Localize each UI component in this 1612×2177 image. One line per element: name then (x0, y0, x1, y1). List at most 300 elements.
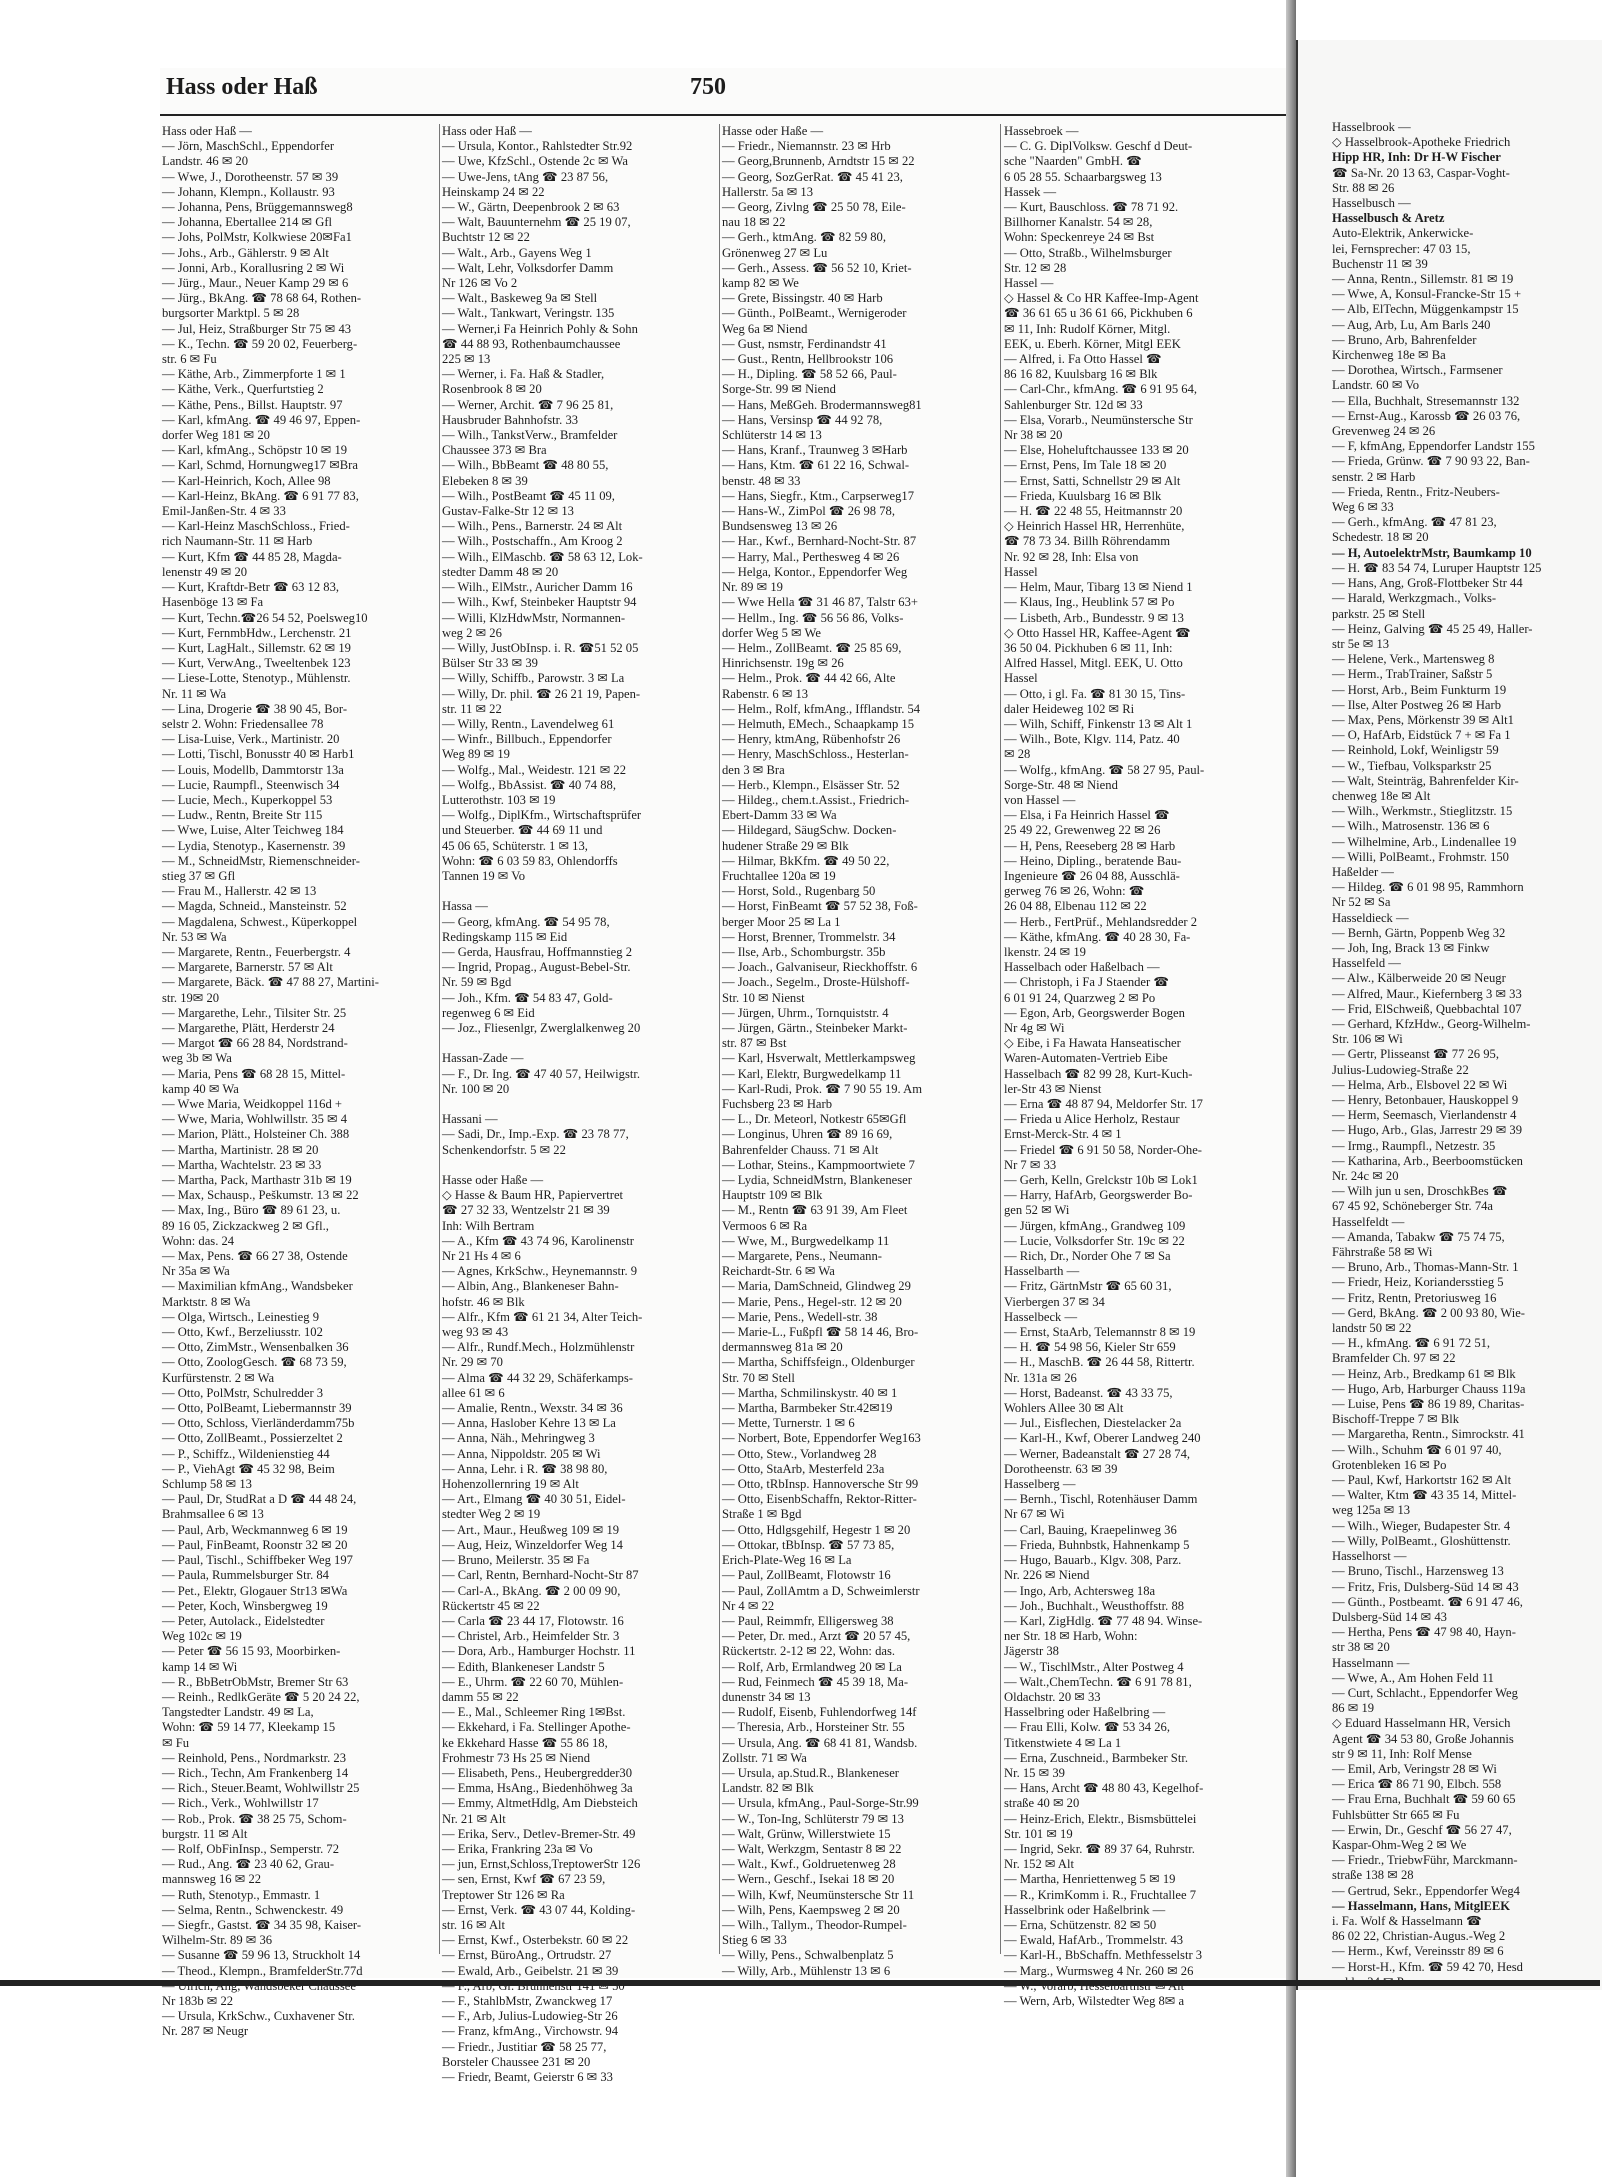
column-divider (719, 124, 720, 1954)
directory-entry: Hallerstr. 5a ✉ 13 (722, 184, 813, 199)
directory-entry: — Frid, ElSchweiß, Quebbachtal 107 (1332, 1001, 1522, 1016)
directory-entry: — Willi, PolBeamt., Frohmstr. 150 (1332, 849, 1509, 864)
facing-page (1296, 40, 1602, 1990)
directory-entry: Hasselbach ☎ 82 99 28, Kurt-Kuch- (1004, 1066, 1193, 1081)
directory-entry: — Aug, Arb, Lu, Am Barls 240 (1332, 317, 1491, 332)
surname-heading: Hasselfeld — (1332, 956, 1401, 971)
directory-entry: Vermoos 6 ✉ Ra (722, 1218, 808, 1233)
directory-entry: Nr 4g ✉ Wi (1004, 1020, 1065, 1035)
directory-entry: — Rolf, Arb, Ermlandweg 20 ✉ La (722, 1659, 902, 1674)
directory-entry: Str. 101 ✉ 19 (1004, 1826, 1073, 1841)
directory-entry: — Max, Pens. ☎ 66 27 38, Ostende (162, 1249, 348, 1264)
directory-entry: — Margot ☎ 66 28 84, Nordstrand- (162, 1036, 348, 1051)
directory-entry: stedter Weg 2 ✉ 19 (442, 1507, 541, 1522)
directory-entry: — W., Tiefbau, Volksparkstr 25 (1332, 758, 1492, 773)
directory-entry: Redingskamp 115 ✉ Eid (442, 929, 568, 944)
directory-entry: Kurfürstenstr. 2 ✉ Wa (162, 1370, 275, 1385)
directory-entry: kamp 40 ✉ Wa (162, 1081, 239, 1096)
page-title: Hass oder Haß (166, 74, 318, 100)
directory-entry: — Jul, Heiz, Straßburger Str 75 ✉ 43 (162, 321, 352, 336)
directory-entry: — Joach., Galvaniseur, Rieckhoffstr. 6 (722, 960, 918, 975)
directory-entry: — Ernst, Verk. ☎ 43 07 44, Kolding- (442, 1902, 636, 1917)
directory-entry: — Helm., ZollBeamt. ☎ 25 85 69, (722, 640, 902, 655)
directory-entry: — Reinhold, Lokf, Weinligstr 59 (1332, 743, 1499, 758)
directory-entry: Emil-Janßen-Str. 4 ✉ 33 (162, 504, 286, 519)
directory-entry: — Magdalena, Schwest., Küperkoppel (162, 914, 358, 929)
directory-entry: Ebert-Damm 33 ✉ Wa (722, 808, 837, 823)
directory-entry: — Emmy, AltmetHdlg, Am Diebsteich (442, 1796, 638, 1811)
directory-entry: — Kurt, Kfm ☎ 44 85 28, Magda- (162, 549, 342, 564)
directory-entry: — Curt, Schlacht., Eppendorfer Weg (1332, 1685, 1518, 1700)
directory-entry: — Harry, Mal., Perthesweg 4 ✉ 26 (722, 549, 900, 564)
directory-entry: — E., Mal., Schleemer Ring 1✉Bst. (442, 1705, 626, 1720)
directory-entry: — Louis, Modellb, Dammtorstr 13a (162, 762, 344, 777)
directory-entry: str. 16 ✉ Alt (442, 1917, 506, 1932)
directory-entry: — Gerhard, KfzHdw., Georg-Wilhelm- (1332, 1016, 1531, 1031)
directory-entry: ☎ 27 32 33, Wentzelstr 21 ✉ 39 (442, 1203, 610, 1218)
directory-entry: — Johanna, Pens, Brüggemannsweg8 (162, 200, 353, 215)
directory-entry: Rabenstr. 6 ✉ 13 (722, 686, 809, 701)
directory-entry: Stieg 6 ✉ 33 (722, 1933, 787, 1948)
directory-entry: — Margarete, Barnerstr. 57 ✉ Alt (162, 960, 333, 975)
column-4 (1004, 124, 1278, 2008)
directory-entry: — Hans, Siegfr., Ktm., Carpserweg17 (722, 488, 915, 503)
directory-entry: — Werner, Archit. ☎ 7 96 25 81, (442, 397, 614, 412)
directory-entry: Nr 38 ✉ 20 (1004, 428, 1063, 443)
directory-entry: Tannen 19 ✉ Vo (442, 868, 526, 883)
directory-entry: Treptower Str 126 ✉ Ra (442, 1887, 565, 1902)
directory-entry: — Martha, Martinistr. 28 ✉ 20 (162, 1142, 319, 1157)
directory-entry: — Wolfg., Mal., Weidestr. 121 ✉ 22 (442, 762, 627, 777)
directory-entry: — Otto, EisenbSchaffn, Rektor-Ritter- (722, 1492, 917, 1507)
surname-heading: Hass oder Haß — (442, 124, 532, 138)
surname-heading: Hassani — (442, 1112, 498, 1127)
directory-entry: — Erna ☎ 48 87 94, Meldorfer Str. 17 (1004, 1097, 1203, 1111)
directory-entry: Nr. 24c ✉ 20 (1332, 1169, 1399, 1184)
directory-entry: 26 04 88, Elbenau 112 ✉ 22 (1004, 899, 1147, 914)
directory-entry: — Frau Erna, Buchhalt ☎ 59 60 65 (1332, 1792, 1516, 1807)
directory-entry: Hipp HR, Inh: Dr H-W Fischer (1332, 150, 1501, 165)
directory-entry: — A., Kfm ☎ 43 74 96, Karolinenstr (442, 1233, 634, 1248)
directory-entry: Wilhelm-Str. 89 ✉ 36 (162, 1933, 273, 1948)
directory-entry: — Lucie, Volksdorfer Str. 19c ✉ 22 (1004, 1233, 1185, 1248)
directory-entry: — Alb, ElTechn, Müggenkampstr 15 (1332, 302, 1519, 317)
directory-entry: chenweg 18e ✉ Alt (1332, 788, 1431, 803)
directory-entry: — Susanne ☎ 59 96 13, Struckholt 14 (162, 1948, 361, 1963)
directory-entry: — Otto, StaArb, Mesterfeld 23a (722, 1461, 885, 1476)
directory-entry: — Hilmar, BkKfm. ☎ 49 50 22, (722, 853, 890, 868)
directory-entry: Weg 89 ✉ 19 (442, 747, 510, 762)
directory-entry: — Paul, Reimmfr, Elligersweg 38 (722, 1613, 894, 1628)
directory-entry: — Gerd, BkAng. ☎ 2 00 93 80, Wie- (1332, 1305, 1525, 1320)
directory-entry: — Otto, ZimMstr., Wensenbalken 36 (162, 1340, 349, 1355)
directory-entry: — Ernst, StaArb, Telemannstr 8 ✉ 19 (1004, 1325, 1196, 1340)
directory-entry: — Otto, Schloss, Vierländerdamm75b (162, 1416, 355, 1431)
directory-entry: — Ottokar, tBbInsp. ☎ 57 73 85, (722, 1537, 895, 1552)
directory-entry: — Rob., Prok. ☎ 38 25 75, Schom- (162, 1811, 347, 1826)
directory-entry: — Christoph, i Fa J Staender ☎ (1004, 975, 1170, 990)
directory-entry: — Lotti, Tischl, Bonusstr 40 ✉ Harb1 (162, 747, 355, 762)
directory-entry: — Gerh., Assess. ☎ 56 52 10, Kriet- (722, 260, 912, 275)
directory-entry: — P., ViehAgt ☎ 45 32 98, Beim (162, 1461, 335, 1476)
directory-entry: — Walt, Bauunternehm ☎ 25 19 07, (442, 215, 631, 230)
directory-entry: — Jürgen, Gärtn., Steinbeker Markt- (722, 1020, 908, 1035)
directory-entry: — Ernst, Pens, Im Tale 18 ✉ 20 (1004, 458, 1167, 473)
surname-heading: Hasselhorst — (1332, 1549, 1407, 1564)
directory-entry: — Frau M., Hallerstr. 42 ✉ 13 (162, 884, 317, 899)
directory-entry: — H. ☎ 22 48 55, Heitmannstr 20 (1004, 504, 1183, 519)
surname-heading: Hasselbarth — (1004, 1264, 1080, 1279)
directory-entry: — Marie, Pens., Hegel-str. 12 ✉ 20 (722, 1294, 902, 1309)
directory-entry: — Franz, kfmAng., Virchowstr. 94 (442, 2024, 619, 2039)
column-divider (1000, 124, 1001, 1954)
directory-entry: daler Heideweg 102 ✉ Ri (1004, 701, 1135, 716)
surname-heading: Haßelder — (1332, 864, 1394, 879)
directory-entry: — W., Ton-Ing, Schlüterstr 79 ✉ 13 (722, 1811, 904, 1826)
directory-entry: burgstr. 11 ✉ Alt (162, 1826, 248, 1841)
directory-entry: — Alfred, i. Fa Otto Hassel ☎ (1004, 352, 1162, 367)
directory-entry: — Karl-Heinz MaschSchloss., Fried- (162, 519, 350, 534)
directory-entry: 86 16 82, Kuulsbarg 16 ✉ Blk (1004, 367, 1158, 382)
directory-entry: — Alw., Kälberweide 20 ✉ Neugr (1332, 971, 1506, 986)
directory-entry: — Alfr., Kfm ☎ 61 21 34, Alter Teich- (442, 1309, 643, 1324)
surname-heading: Hasselbrink oder Haßelbrink — (1004, 1902, 1166, 1917)
directory-entry: — Marion, Plätt., Holsteiner Ch. 388 (162, 1127, 350, 1142)
directory-entry: — Maria, DamSchneid, Glindweg 29 (722, 1279, 911, 1294)
directory-entry: — Henry, Betonbauer, Hauskoppel 9 (1332, 1093, 1519, 1107)
directory-entry: Vierbergen 37 ✉ 34 (1004, 1294, 1105, 1309)
directory-entry: — Friedr., Niemannstr. 23 ✉ Hrb (722, 139, 891, 154)
directory-entry: Bramfelder Ch. 97 ✉ 22 (1332, 1351, 1456, 1366)
directory-entry: — Lydia, Stenotyp., Kasernenstr. 39 (162, 838, 346, 853)
directory-entry: Nr. 29 ✉ 70 (442, 1355, 503, 1370)
directory-entry: — Hugo, Bauarb., Klgv. 308, Parz. (1004, 1553, 1182, 1568)
directory-entry: Dulsberg-Süd 14 ✉ 43 (1332, 1609, 1447, 1624)
directory-entry: — Ilse, Alter Postweg 26 ✉ Harb (1332, 697, 1502, 712)
directory-entry: — Paul, ZollBeamt, Flotowstr 16 (722, 1568, 891, 1583)
directory-entry: ☎ Sa-Nr. 20 13 63, Caspar-Voght- (1332, 165, 1510, 180)
directory-entry: — Kurt, FernmbHdw., Lerchenstr. 21 (162, 625, 352, 640)
directory-entry: — Ewald, HafArb., Trommelstr. 43 (1004, 1933, 1184, 1948)
directory-entry: — Rich, Dr., Norder Ohe 7 ✉ Sa (1004, 1249, 1171, 1264)
directory-entry: — Willy, PolBeamt., Gloshüttenstr. (1332, 1533, 1511, 1548)
directory-entry: — Joach., Segelm., Droste-Hülshoff- (722, 975, 910, 990)
directory-entry: — Anna, Näh., Mehringweg 3 (442, 1431, 595, 1446)
directory-entry: — P., Schiffz., Wildenienstieg 44 (162, 1446, 330, 1461)
directory-entry: Ernst-Merck-Str. 4 ✉ 1 (1004, 1127, 1122, 1142)
directory-entry: — Ernst, BüroAng., Ortrudstr. 27 (442, 1948, 612, 1963)
directory-entry: — Karl, Schmd, Hornungweg17 ✉Bra (162, 458, 358, 473)
directory-entry: — Art., Maur., Heußweg 109 ✉ 19 (442, 1522, 620, 1537)
directory-entry: — Kurt, VerwAng., Tweeltenbek 123 (162, 656, 351, 671)
directory-entry: ☎ 36 61 65 u 36 61 66, Pickhuben 6 (1004, 306, 1193, 321)
directory-entry: Brahmsallee 6 ✉ 13 (162, 1507, 264, 1522)
directory-entry: Nr. 92 ✉ 28, Inh: Elsa von (1004, 549, 1139, 564)
surname-heading: Hassa — (442, 899, 488, 914)
directory-entry: dorfer Weg 5 ✉ We (722, 625, 821, 640)
directory-entry: weg 125a ✉ 13 (1332, 1503, 1411, 1518)
directory-entry: kamp 82 ✉ We (722, 276, 799, 291)
directory-entry: — Helga, Kontor., Eppendorfer Weg (722, 564, 908, 579)
directory-entry: — Emil, Arb, Veringstr 28 ✉ Wi (1332, 1761, 1497, 1776)
directory-entry: — Peter ☎ 56 15 93, Moorbirken- (162, 1644, 341, 1659)
directory-entry: und Steuerber. ☎ 44 69 11 und (442, 823, 603, 838)
directory-entry: — Ruth, Stenotyp., Emmastr. 1 (162, 1887, 321, 1902)
surname-heading: von Hassel — (1004, 792, 1076, 807)
directory-entry: Grönenweg 27 ✉ Lu (722, 245, 828, 260)
directory-entry: — Jörn, MaschSchl., Eppendorfer (162, 139, 335, 154)
directory-entry: — Herm., TrabTrainer, Saßstr 5 (1332, 667, 1493, 682)
directory-entry: — Bruno, Arb, Bahrenfelder (1332, 332, 1477, 347)
directory-entry: Bundsensweg 13 ✉ 26 (722, 519, 838, 534)
directory-entry: — F., Dr. Ing. ☎ 47 40 57, Heilwigstr. (442, 1066, 640, 1081)
directory-entry: Nr 7 ✉ 33 (1004, 1157, 1057, 1172)
directory-entry: — Peter, Dr. med., Arzt ☎ 20 57 45, (722, 1629, 911, 1644)
directory-entry: — Pet., Elektr, Glogauer Str13 ✉Wa (162, 1583, 348, 1598)
directory-entry: — Paul, Kwf, Harkortstr 162 ✉ Alt (1332, 1473, 1512, 1488)
directory-entry: Weg 102c ✉ 19 (162, 1629, 242, 1644)
directory-entry: ◇ Eibe, i Fa Hawata Hanseatischer (1004, 1036, 1181, 1051)
directory-entry: Buchenstr 11 ✉ 39 (1332, 256, 1428, 271)
directory-entry: — Paul, Tischl., Schiffbeker Weg 197 (162, 1553, 353, 1568)
directory-entry: str 38 ✉ 20 (1332, 1640, 1390, 1655)
directory-entry: — Alfred, Maur., Kiefernberg 3 ✉ 33 (1332, 986, 1522, 1001)
spacer (442, 884, 716, 899)
directory-entry: — Erica ☎ 86 71 90, Elbch. 558 (1332, 1777, 1502, 1792)
spacer (442, 1097, 716, 1112)
directory-entry: — Peter, Autolack., Eidelstedter (162, 1613, 325, 1628)
directory-entry: — Hans-W., ZimPol ☎ 26 98 78, (722, 504, 895, 519)
directory-entry: Nr 52 ✉ Sa (1332, 895, 1391, 910)
directory-entry: — Olga, Wirtsch., Leinestieg 9 (162, 1309, 319, 1324)
directory-entry: — L., Dr. Meteorl, Notkestr 65✉Gfl (722, 1112, 907, 1127)
directory-entry: — Bruno, Arb., Thomas-Mann-Str. 1 (1332, 1260, 1519, 1275)
directory-entry: — Wilh., Wieger, Budapester Str. 4 (1332, 1518, 1511, 1533)
directory-entry: — Rolf, ObFinInsp., Semperstr. 72 (162, 1841, 340, 1856)
directory-entry: — Wwe, Maria, Wohlwillstr. 35 ✉ 4 (162, 1112, 348, 1127)
directory-entry: — Wern., Geschf., Isekai 18 ✉ 20 (722, 1872, 895, 1887)
directory-entry: Str. 10 ✉ Nienst (722, 990, 805, 1005)
directory-entry: — Jürg., Maur., Neuer Kamp 29 ✉ 6 (162, 276, 349, 291)
directory-entry: — Wwe, A, Konsul-Francke-Str 15 + (1332, 287, 1522, 302)
directory-entry: — Joh., Buchhalt., Weusthoffstr. 88 (1004, 1598, 1185, 1613)
directory-entry: — Werner,i Fa Heinrich Pohly & Sohn (442, 321, 638, 336)
directory-entry: — Henry, MaschSchloss., Hesterlan- (722, 747, 909, 762)
directory-entry: — Lydia, SchneidMstrn, Blankeneser (722, 1173, 912, 1188)
directory-entry: — Dora, Arb., Hamburger Hochstr. 11 (442, 1644, 636, 1659)
directory-entry: — Bernh, Gärtn, Poppenb Weg 32 (1332, 925, 1506, 940)
directory-entry: — Klaus, Ing., Heublink 57 ✉ Po (1004, 595, 1175, 610)
directory-entry: — Irmg., Raumpfl., Netzestr. 35 (1332, 1138, 1496, 1153)
directory-entry: Rückertstr. 2-12 ✉ 22, Wohn: das. (722, 1644, 896, 1659)
directory-entry: — Erna, Zuschneid., Barmbeker Str. (1004, 1750, 1188, 1765)
directory-entry: — Carl, Rentn, Bernhard-Nocht-Str 87 (442, 1568, 639, 1583)
directory-entry: — K., Techn. ☎ 59 20 02, Feuerberg- (162, 336, 358, 351)
directory-entry: weg 2 ✉ 26 (442, 625, 502, 640)
directory-entry: 45 06 65, Schüterstr. 1 ✉ 13, (442, 838, 588, 853)
directory-entry: — Willy, Rentn., Lavendelweg 61 (442, 716, 615, 731)
directory-entry: — Gust., Rentn, Hellbrookstr 106 (722, 352, 894, 367)
directory-entry: 36 50 04. Pickhuben 6 ✉ 11, Inh: (1004, 640, 1173, 655)
book-gutter (1286, 0, 1296, 2177)
directory-entry: — Theresia, Arb., Horsteiner Str. 55 (722, 1720, 905, 1735)
directory-entry: senstr. 2 ✉ Harb (1332, 469, 1416, 484)
directory-entry: — M., Rentn ☎ 63 91 39, Am Fleet (722, 1203, 908, 1218)
surname-heading: Hasse oder Haße — (722, 124, 824, 138)
directory-entry: str. 87 ✉ Bst (722, 1036, 787, 1051)
directory-entry: — Karl, ZigHdlg. ☎ 77 48 94. Winse- (1004, 1613, 1203, 1628)
directory-entry: — Willi, KlzHdwMstr, Normannen- (442, 610, 626, 625)
directory-entry: — Joz., Fliesenlgr, Zwerglalkenweg 20 (442, 1020, 641, 1035)
directory-entry: — M., SchneidMstr, Riemenschneider- (162, 853, 360, 868)
directory-entry: — Walt., Tankwart, Veringstr. 135 (442, 306, 615, 321)
directory-entry: Bülser Str 33 ✉ 39 (442, 656, 538, 671)
directory-entry: — Katharina, Arb., Beerboomstücken (1332, 1153, 1523, 1168)
directory-entry: — Karl-Rudi, Prok. ☎ 7 90 55 19. Am (722, 1081, 923, 1096)
directory-entry: — R., KrimKomm i. R., Fruchtallee 7 (1004, 1887, 1197, 1902)
directory-entry: 67 45 92, Schöneberger Str. 74a (1332, 1199, 1494, 1214)
page-header (160, 74, 1286, 114)
directory-entry: — Friedr, Beamt, Geierstr 6 ✉ 33 (442, 2070, 613, 2084)
directory-entry: — Wilh jun u sen, DroschkBes ☎ (1332, 1184, 1508, 1199)
column-divider (439, 124, 440, 1954)
surname-heading: Hasselbach oder Haßelbach — (1004, 960, 1160, 975)
directory-entry: ◇ Hasse & Baum HR, Papiervertret (442, 1188, 624, 1203)
directory-entry: — Willy, Dr. phil. ☎ 26 21 19, Papen- (442, 686, 641, 701)
directory-entry: lenenstr 49 ✉ 20 (162, 564, 248, 579)
directory-entry: — Wilh., Werkmstr., Stieglitzstr. 15 (1332, 804, 1513, 819)
directory-entry: 6 01 91 24, Quarzweg 2 ✉ Po (1004, 990, 1156, 1005)
directory-entry: Weg 6 ✉ 33 (1332, 500, 1394, 515)
directory-entry: — Walt., Baskeweg 9a ✉ Stell (442, 291, 598, 306)
directory-entry: — Rich., Techn, Am Frankenberg 14 (162, 1765, 349, 1780)
scan-edge (0, 1980, 1600, 1986)
directory-entry: — Joh, Ing, Brack 13 ✉ Finkw (1332, 940, 1490, 955)
directory-entry: — Wolfg., BbAssist. ☎ 40 74 88, (442, 777, 616, 792)
directory-entry: ☎ 78 73 34. Billh Röhrendamm (1004, 534, 1171, 549)
directory-entry: — Karl, kfmAng. ☎ 49 46 97, Eppen- (162, 412, 361, 427)
directory-entry: — Werner, i. Fa. Haß & Stadler, (442, 367, 605, 382)
directory-entry: regenweg 6 ✉ Eid (442, 1005, 535, 1020)
directory-entry: 86 ✉ 19 (1332, 1701, 1375, 1716)
directory-entry: — Herm, Seemasch, Vierlandenstr 4 (1332, 1108, 1517, 1123)
directory-entry: — Ernst, Kwf., Osterbekstr. 60 ✉ 22 (442, 1933, 629, 1948)
directory-entry: — Frieda, Grünw. ☎ 7 90 93 22, Ban- (1332, 454, 1530, 469)
directory-entry: Sorge-Str. 99 ✉ Niend (722, 382, 836, 397)
directory-entry: — Wilh, Schiff, Finkenstr 13 ✉ Alt 1 (1004, 716, 1193, 731)
directory-entry: Elebeken 8 ✉ 39 (442, 473, 528, 488)
directory-entry: parkstr. 25 ✉ Stell (1332, 606, 1426, 621)
directory-entry: — Lothar, Steins., Kampmoortwiete 7 (722, 1157, 915, 1172)
directory-entry: dermannsweg 81a ✉ 20 (722, 1340, 843, 1355)
directory-entry: — Wilh, Pens, Kaempsweg 2 ✉ 20 (722, 1902, 900, 1917)
directory-entry: — H, AutoelektrMstr, Baumkamp 10 (1332, 545, 1532, 560)
directory-entry: — Herm., Kwf, Vereinsstr 89 ✉ 6 (1332, 1944, 1504, 1959)
directory-entry: Landstr. 60 ✉ Vo (1332, 378, 1420, 393)
surname-heading: Hasselbring oder Haßelbring — (1004, 1705, 1166, 1720)
directory-entry: — Kurt, Techn.☎26 54 52, Poelsweg10 (162, 610, 368, 625)
directory-entry: — Fritz, GärtnMstr ☎ 65 60 31, (1004, 1279, 1172, 1294)
directory-entry: — Willy, JustObInsp. i. R. ☎51 52 05 (442, 640, 639, 655)
directory-entry: Hassel (1004, 671, 1038, 686)
directory-entry: — Wern, Arb, Wilstedter Weg 8✉ a (1004, 1993, 1185, 2008)
directory-entry: — Georg, SozGerRat. ☎ 45 41 23, (722, 169, 903, 184)
directory-entry: ler-Str 43 ✉ Nienst (1004, 1081, 1102, 1096)
directory-entry: Hasselbusch & Aretz (1332, 211, 1445, 226)
directory-entry: — Uwe-Jens, tAng ☎ 23 87 56, (442, 169, 609, 184)
directory-entry: Str. 88 ✉ 26 (1332, 180, 1395, 195)
directory-entry: Waren-Automaten-Vertrieb Eibe (1004, 1051, 1168, 1066)
directory-entry: — Martha, Barmbeker Str.42✉19 (722, 1401, 893, 1416)
directory-entry: — Johs, PolMstr, Kolkwiese 20✉Fa1 (162, 230, 352, 245)
directory-entry: Bischoff-Treppe 7 ✉ Blk (1332, 1412, 1460, 1427)
directory-entry: — Theod., Klempn., BramfelderStr.77d (162, 1963, 363, 1978)
directory-entry: weg 93 ✉ 43 (442, 1325, 509, 1340)
directory-entry: — Alma ☎ 44 32 29, Schäferkamps- (442, 1370, 633, 1385)
directory-entry: Str. 106 ✉ Wi (1332, 1032, 1403, 1047)
directory-entry: Nr. 287 ✉ Neugr (162, 2024, 249, 2039)
directory-entry: — Wilh., ElMaschb. ☎ 58 63 12, Lok- (442, 549, 643, 564)
directory-entry: Nr. 21 ✉ Alt (442, 1811, 506, 1826)
directory-entry: Sorge-Str. 48 ✉ Niend (1004, 777, 1118, 792)
directory-entry: — Carla ☎ 23 44 17, Flotowstr. 16 (442, 1613, 624, 1628)
directory-entry: — Willy, Arb., Mühlenstr 13 ✉ 6 (722, 1963, 891, 1978)
directory-entry: berger Moor 25 ✉ La 1 (722, 914, 841, 929)
directory-entry: — H., MaschB. ☎ 26 44 58, Rittertr. (1004, 1355, 1195, 1370)
directory-entry: allee 61 ✉ 6 (442, 1385, 505, 1400)
directory-entry: — Wilh., PostBeamt ☎ 45 11 09, (442, 488, 615, 503)
directory-entry: Nr. 152 ✉ Alt (1004, 1857, 1075, 1872)
directory-entry: — Ewald, Arb., Geibelstr. 21 ✉ 39 (442, 1963, 619, 1978)
directory-entry: — Wilh., Bote, Klgv. 114, Patz. 40 (1004, 732, 1180, 747)
directory-entry: Erich-Plate-Weg 16 ✉ La (722, 1553, 852, 1568)
directory-entry: — Frieda, Rentn., Fritz-Neubers- (1332, 484, 1500, 499)
directory-entry: Str. 70 ✉ Stell (722, 1370, 795, 1385)
directory-entry: — Horst, FinBeamt ☎ 57 52 38, Foß- (722, 899, 918, 914)
directory-entry: — Hans, Versinsp ☎ 44 92 78, (722, 412, 883, 427)
directory-entry: — Frieda, Buhnbstk, Hahnenkamp 5 (1004, 1537, 1190, 1552)
directory-entry: Weg 6a ✉ Niend (722, 321, 808, 336)
directory-entry: — Max, Pens, Mörkenstr 39 ✉ Alt1 (1332, 712, 1514, 727)
directory-entry: Chaussee 373 ✉ Bra (442, 443, 547, 458)
directory-entry: Fuhlsbütter Str 665 ✉ Fu (1332, 1807, 1460, 1822)
directory-entry: — Anna, Rentn., Sillemstr. 81 ✉ 19 (1332, 272, 1514, 287)
directory-entry: — Fritz, Rentn, Pretoriusweg 16 (1332, 1290, 1497, 1305)
directory-entry: — Hertha, Pens ☎ 47 98 40, Hayn- (1332, 1625, 1516, 1640)
directory-entry: — Anna, Lehr. i R. ☎ 38 98 80, (442, 1461, 608, 1476)
directory-entry: Fuchsberg 23 ✉ Harb (722, 1097, 833, 1111)
directory-entry: — Martha, Henriettenweg 5 ✉ 19 (1004, 1872, 1176, 1887)
directory-entry: — Margarete, Bäck. ☎ 47 88 27, Martini- (162, 975, 379, 990)
directory-entry: — Heinz, Galving ☎ 45 25 49, Haller- (1332, 621, 1533, 636)
directory-entry: rich Naumann-Str. 11 ✉ Harb (162, 534, 313, 549)
directory-entry: — Walt.,ChemTechn. ☎ 6 91 78 81, (1004, 1674, 1192, 1689)
directory-entry: — Paul, ZollAmtm a D, Schweimlerstr (722, 1583, 920, 1598)
directory-entry: Billhorner Kanalstr. 54 ✉ 28, (1004, 215, 1153, 230)
directory-entry: — Ella, Buchhalt, Stresemannstr 132 (1332, 393, 1520, 408)
surname-heading: Hasse oder Haße — (442, 1173, 544, 1188)
directory-entry: — Carl-Chr., kfmAng. ☎ 6 91 95 64, (1004, 382, 1198, 397)
directory-entry: — H., kfmAng. ☎ 6 91 72 51, (1332, 1336, 1491, 1351)
directory-entry: Oldachstr. 20 ✉ 33 (1004, 1689, 1101, 1704)
directory-entry: — Jul., Eisflechen, Diestelacker 2a (1004, 1416, 1182, 1431)
directory-entry: — Marg., Wurmsweg 4 Nr. 260 ✉ 26 (1004, 1963, 1194, 1978)
directory-entry: — Karl-Heinrich, Koch, Allee 98 (162, 473, 331, 488)
directory-entry: lei, Fernsprecher: 47 03 15, (1332, 241, 1471, 256)
directory-entry: Lutterothstr. 103 ✉ 19 (442, 792, 556, 807)
directory-entry: — Selma, Rentn., Schwenckestr. 49 (162, 1902, 344, 1917)
spacer (442, 1036, 716, 1051)
